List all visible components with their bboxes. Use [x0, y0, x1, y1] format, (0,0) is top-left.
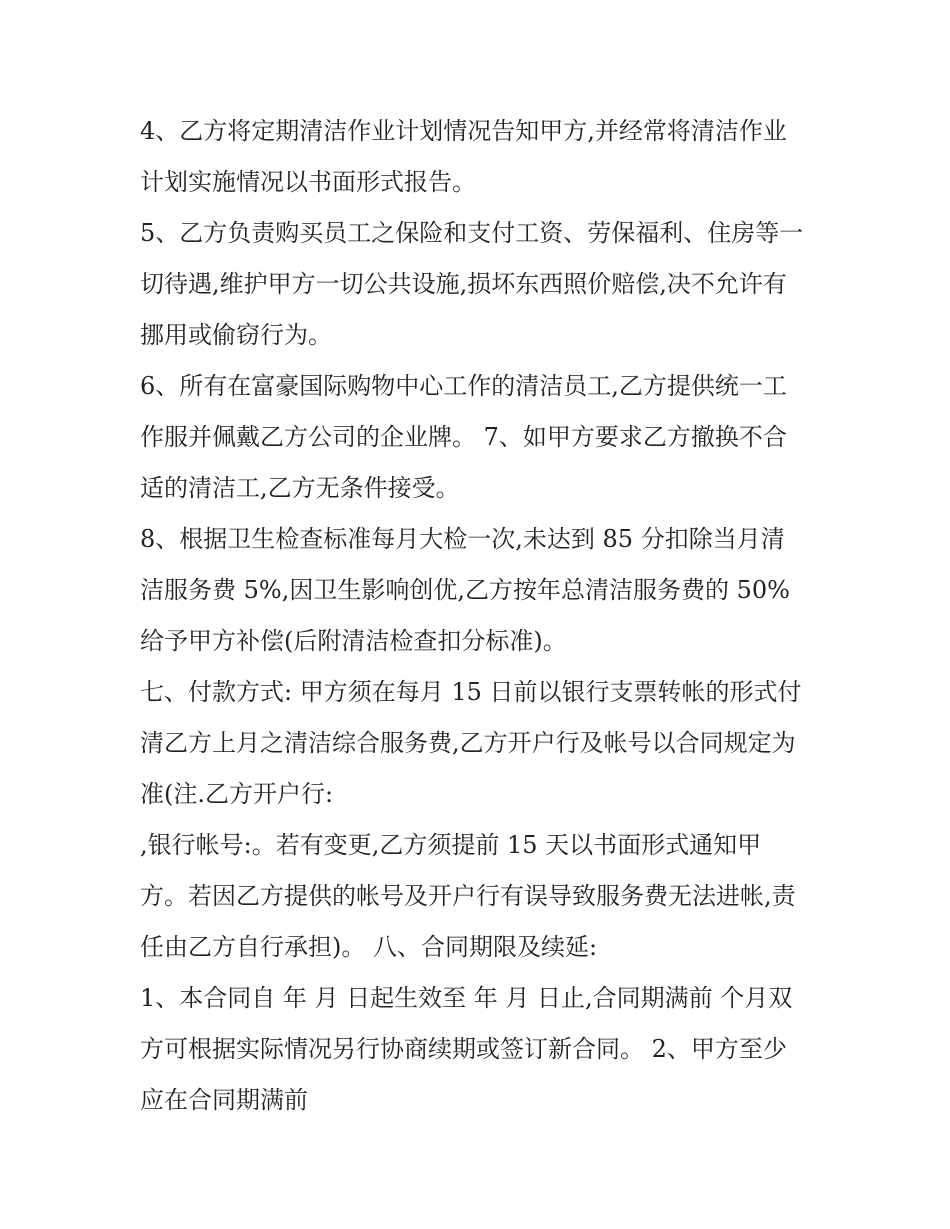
- paragraph-clause-5: 5、乙方负责购买员工之保险和支付工资、劳保福利、住房等一切待遇,维护甲方一切公共设施,损坏东西照价赔偿,决不允许有挪用或偷窃行为。: [140, 219, 804, 349]
- paragraph-contract-term: 1、本合同自 年 月 日起生效至 年 月 日止,合同期满前 个月双方可根据实际情况另行协商续期或签订新合同。 2、甲方至少应在合同期满前: [140, 984, 793, 1114]
- paragraph-payment-method: 七、付款方式: 甲方须在每月 15 日前以银行支票转帐的形式付清乙方上月之清洁综合服务费,乙方开户行及帐号以合同规定为准(注.乙方开户行:: [140, 678, 802, 808]
- paragraph-bank-account: ,银行帐号:。若有变更,乙方须提前 15 天以书面形式通知甲方。若因乙方提供的帐号及开户行有误导致服务费无法进帐,责任由乙方自行承担)。 八、合同期限及续延:: [140, 831, 796, 961]
- paragraph-clause-4: 4、乙方将定期清洁作业计划情况告知甲方,并经常将清洁作业计划实施情况以书面形式报告。: [140, 117, 787, 196]
- paragraph-clause-6-7: 6、所有在富豪国际购物中心工作的清洁员工,乙方提供统一工作服并佩戴乙方公司的企业牌。 7、如甲方要求乙方撤换不合适的清洁工,乙方无条件接受。: [140, 372, 787, 502]
- document-body: [140, 106, 808, 1126]
- paragraph-clause-8: 8、根据卫生检查标准每月大检一次,未达到 85 分扣除当月清洁服务费 5%,因卫生影响创优,乙方按年总清洁服务费的 50%给予甲方补偿(后附清洁检查扣分标准)。: [140, 525, 790, 655]
